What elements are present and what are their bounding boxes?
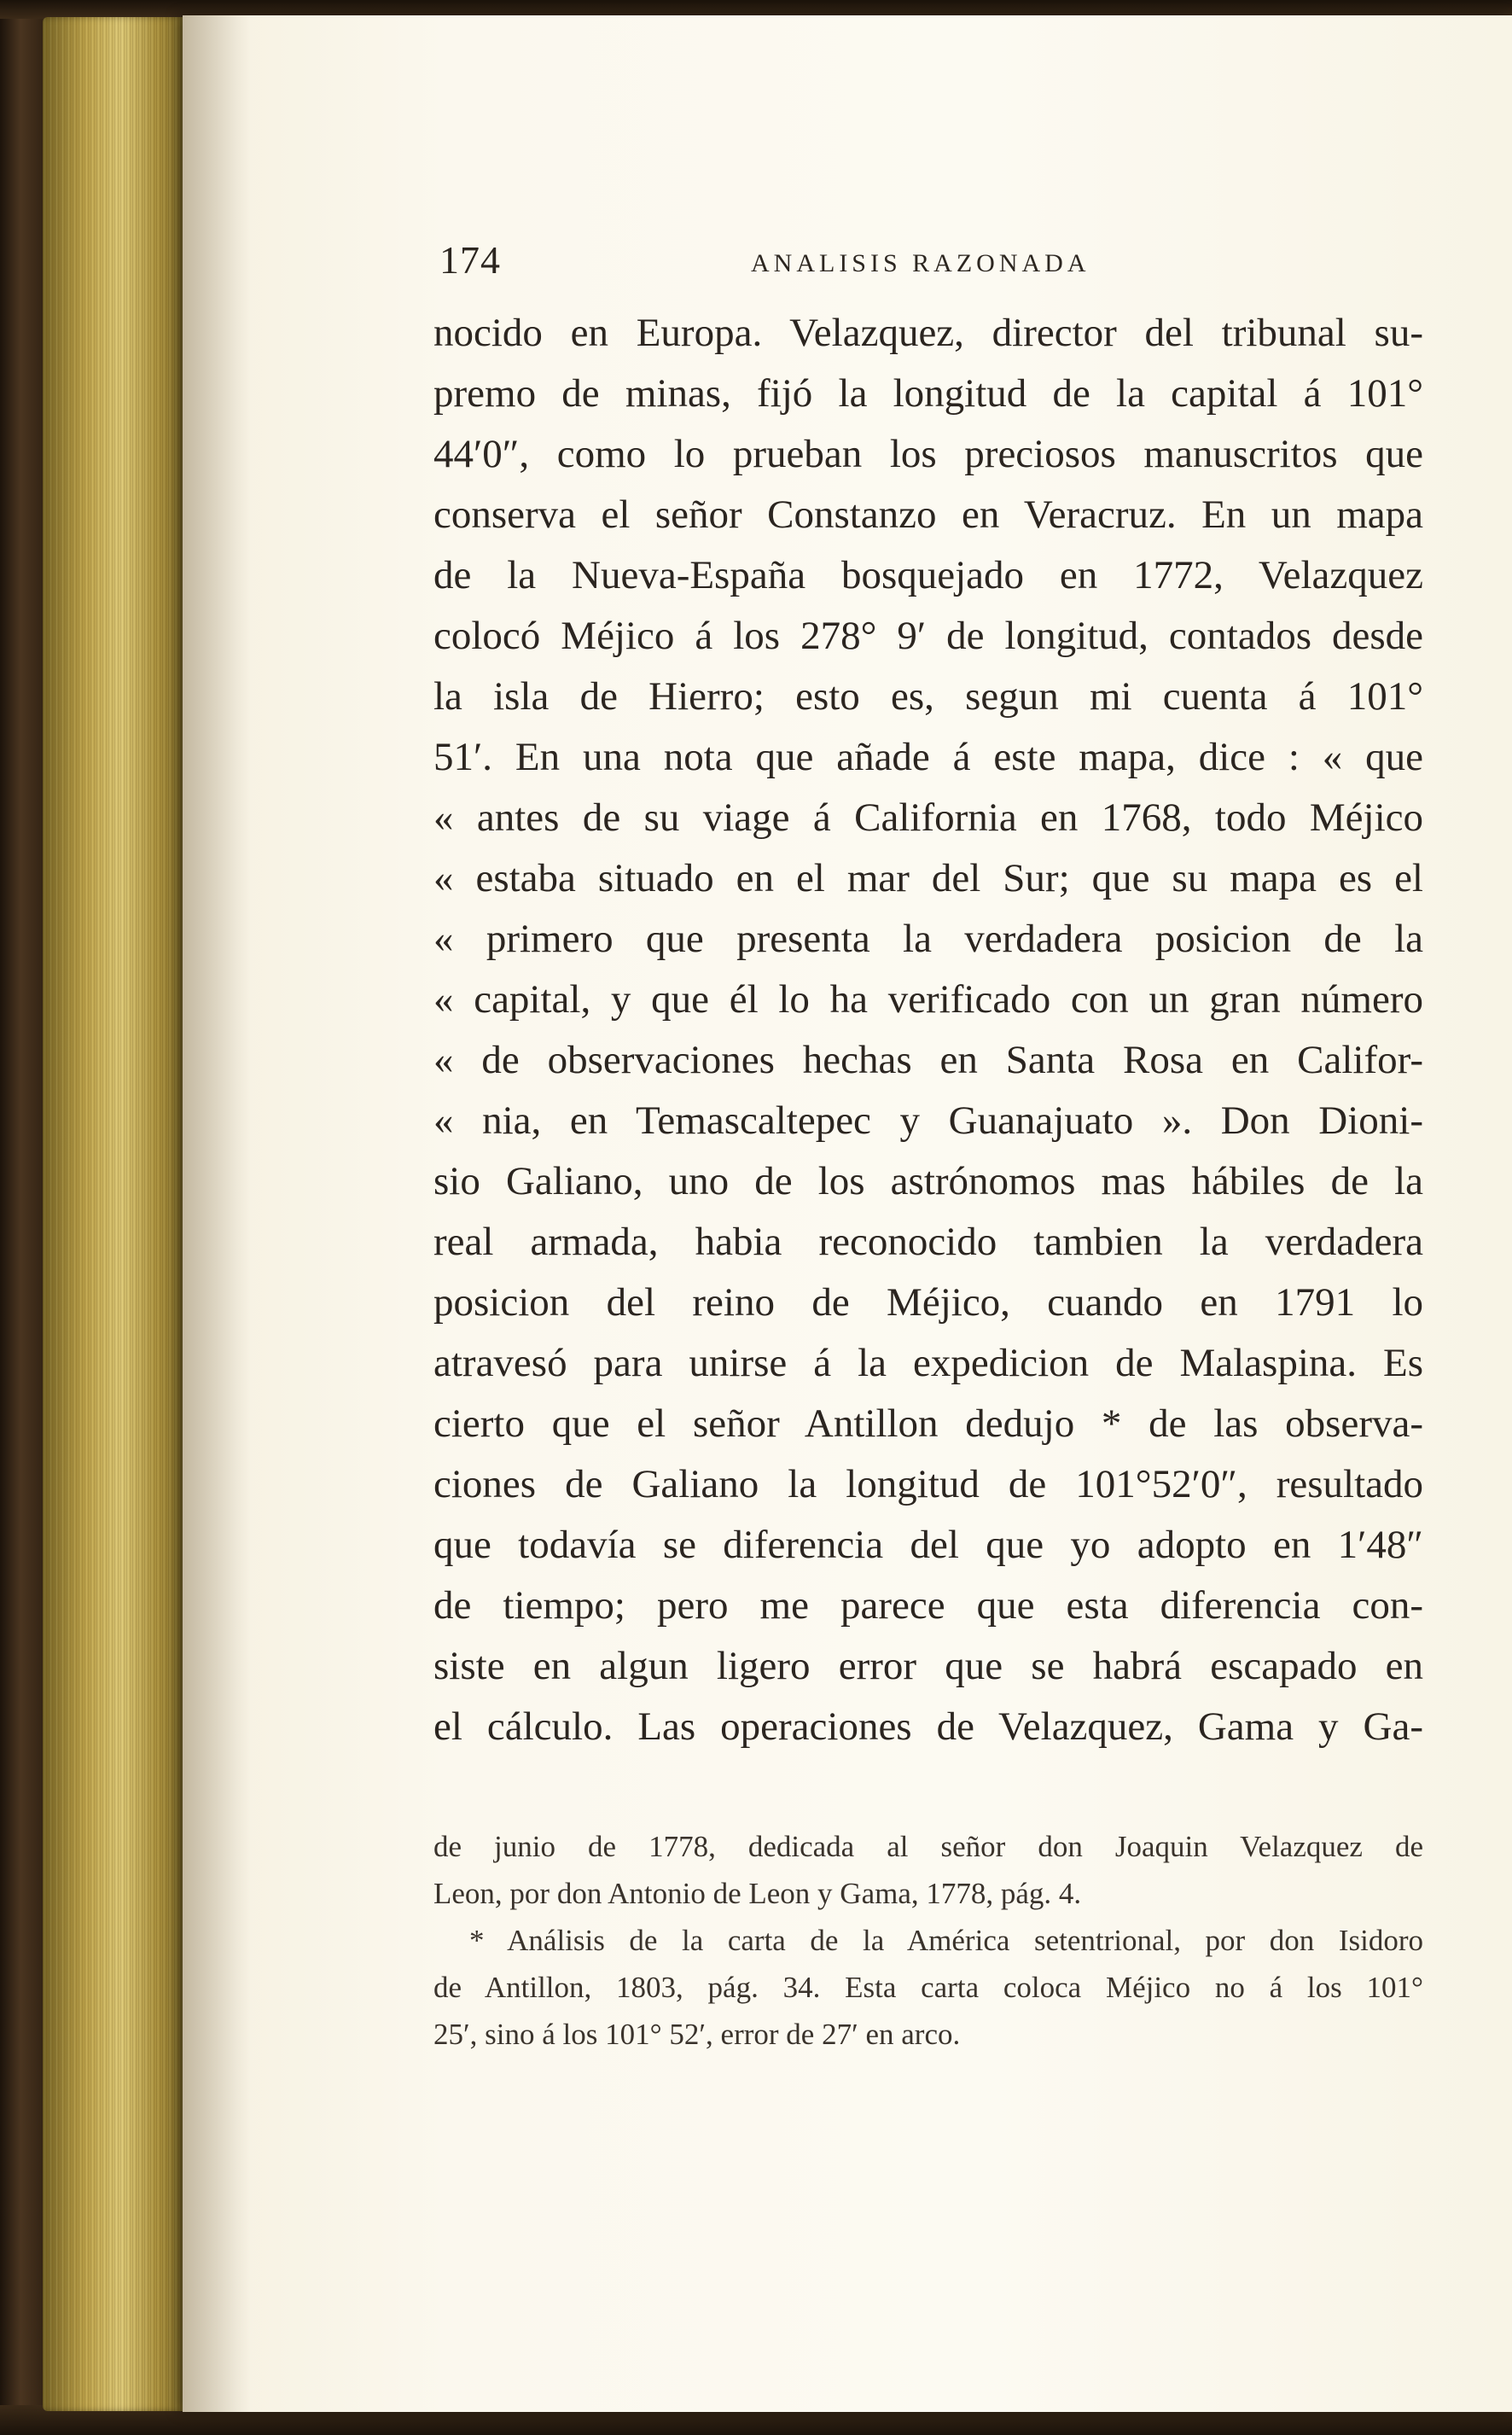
body-line: sio Galiano, uno de los astrónomos mas hábiles de la — [433, 1159, 1423, 1203]
running-head: ANALISIS RAZONADA — [751, 249, 1090, 277]
page-header — [439, 237, 1421, 288]
body-line: la isla de Hierro; esto es, segun mi cuenta á 101° — [433, 674, 1423, 719]
body-line: nocido en Europa. Velazquez, director del tribunal su- — [433, 311, 1423, 355]
footnotes — [433, 1823, 1423, 2058]
body-line: real armada, habia reconocido tambien la verdadera — [433, 1220, 1423, 1264]
body-line: posicion del reino de Méjico, cuando en 1791 lo — [433, 1280, 1423, 1325]
body-line: conserva el señor Constanzo en Veracruz. En un mapa — [433, 492, 1423, 537]
gilded-page-edges — [43, 17, 186, 2411]
body-line: siste en algun ligero error que se habrá escapado en — [433, 1644, 1423, 1688]
footnote-line: de Antillon, 1803, pág. 34. Esta carta coloca Méjico no á los 101° — [433, 1971, 1423, 2004]
footnote-line: de junio de 1778, dedicada al señor don Joaquin Velazquez de — [433, 1830, 1423, 1863]
footnote-line: 25′, sino á los 101° 52′, error de 27′ en arco. — [433, 2018, 961, 2051]
body-line: que todavía se diferencia del que yo adopto en 1′48″ — [433, 1523, 1423, 1567]
body-line: « nia, en Temascaltepec y Guanajuato ». Don Dioni- — [433, 1098, 1423, 1143]
body-line: el cálculo. Las operaciones de Velazquez, Gama y Ga- — [433, 1704, 1423, 1749]
body-line: « de observaciones hechas en Santa Rosa en Califor- — [433, 1038, 1423, 1082]
body-line: colocó Méjico á los 278° 9′ de longitud, contados desde — [433, 614, 1423, 658]
footnote-line: * Análisis de la carta de la América setentrional, por don Isidoro — [469, 1924, 1423, 1957]
body-line: « estaba situado en el mar del Sur; que su mapa es el — [433, 856, 1423, 900]
body-line: premo de minas, fijó la longitud de la capital á 101° — [433, 371, 1423, 416]
footnote-line: Leon, por don Antonio de Leon y Gama, 1778, pág. 4. — [433, 1877, 1082, 1910]
body-line: ciones de Galiano la longitud de 101°52′0″, resultado — [433, 1462, 1423, 1506]
body-line: « antes de su viage á California en 1768, todo Méjico — [433, 795, 1423, 840]
gutter-shadow — [183, 15, 251, 2412]
body-line: « capital, y que él lo ha verificado con un gran número — [433, 977, 1423, 1022]
body-line: 44′0″, como lo prueban los preciosos manuscritos que — [433, 432, 1423, 476]
body-line: cierto que el señor Antillon dedujo * de las observa- — [433, 1401, 1423, 1446]
body-line: 51′. En una nota que añade á este mapa, dice : « que — [433, 735, 1423, 779]
body-line: de la Nueva-España bosquejado en 1772, Velazquez — [433, 553, 1423, 597]
body-line: de tiempo; pero me parece que esta diferencia con- — [433, 1583, 1423, 1628]
body-text — [433, 303, 1423, 1757]
body-line: atravesó para unirse á la expedicion de Malaspina. Es — [433, 1341, 1423, 1385]
body-line: « primero que presenta la verdadera posicion de la — [433, 917, 1423, 961]
page-number: 174 — [439, 238, 501, 282]
